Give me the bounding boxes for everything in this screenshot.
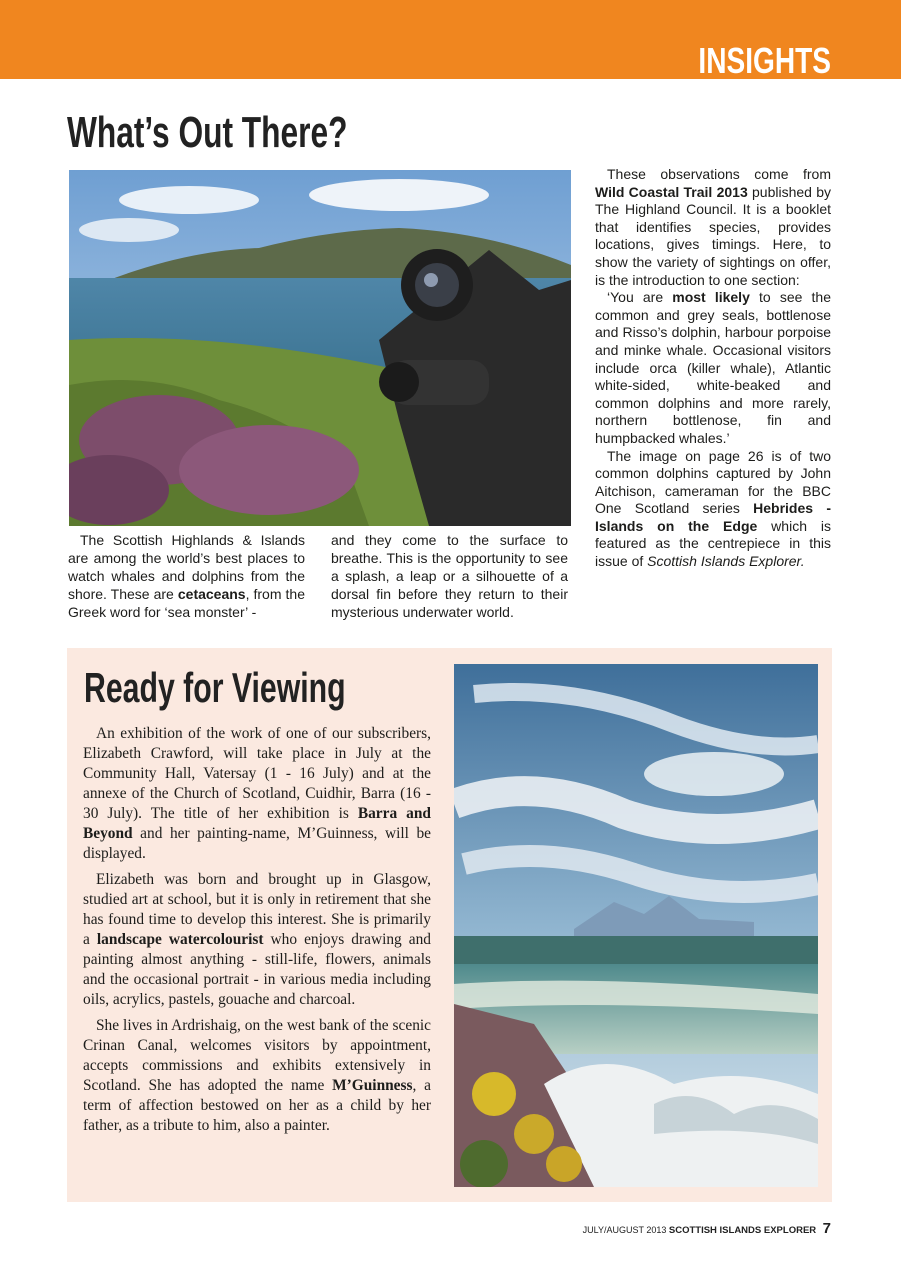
feature-paragraph: She lives in Ardrishaig, on the west bank of the scenic Crinan Canal, welcomes visitors by appointment, accepts commissions and exhibits extensively in Scotland. She has adopted the name M’Guinness, a term of affection bestowed on her as a child by her father, as a tribute to him, also a painter.: [83, 1017, 432, 1134]
sidebar-text: [595, 166, 831, 571]
magazine-name: SCOTTISH ISLANDS EXPLORER: [668, 1225, 817, 1236]
sidebar-paragraph: The image on page 26 is of two common dolphins captured by John Aitchison, cameraman for the BBC One Scotland series Hebrides - Islands on the Edge which is featured as the centrepiece in this issue of Scottish Islands Explorer.: [595, 447, 831, 570]
feature-body: [83, 724, 431, 1142]
caption-column-2: and they come to the surface to breathe. This is the opportunity to see a splash, a leap or a silhouette of a dorsal fin before they return to their mysterious underwater world.: [331, 532, 568, 620]
article-title: What’s Out There?: [67, 108, 348, 157]
feature-paragraph: An exhibition of the work of one of our subscribers, Elizabeth Crawford, will take place in July at the Community Hall, Vatersay (1 - 16 July) and at the annexe of the Church of Scotland, Cuidhir, Barra (16 - 30 July). The title of her exhibition is Barra and Beyond and her painting-name, M’Guinness, will be displayed.: [83, 725, 431, 862]
page-number: 7: [822, 1220, 831, 1237]
caption-column-1: The Scottish Highlands & Islands are among the world’s best places to watch whales and dolphins from the shore. These are cetaceans, from the Greek word for ‘sea monster’ -: [68, 532, 305, 620]
page-footer: [583, 1220, 831, 1237]
sidebar-paragraph: ‘You are most likely to see the common and grey seals, bottlenose and Risso’s dolphin, harbour porpoise and minke whale. Occasional visitors include orca (killer whale), Atlantic white-sided, white-beaked and common dolphins and more rarely, northern bottlenose, fin and humpbacked whales.’: [595, 289, 831, 446]
feature-paragraph: Elizabeth was born and brought up in Glasgow, studied art at school, but it is only in retirement that she has found time to develop this interest. She is primarily a landscape watercolourist who enjoys drawing and painting almost anything - still-life, flowers, animals and the occasional portrait - in various media including oils, acrylics, pastels, gouache and charcoal.: [83, 871, 431, 1008]
sidebar-paragraph: These observations come from Wild Coastal Trail 2013 published by The Highland Council. It is a booklet that identifies species, provides locations, gives timings. Here, to show the variety of sightings on offer, is the introduction to one section:: [595, 166, 831, 288]
section-label: INSIGHTS: [698, 40, 831, 81]
seascape-painting: [454, 664, 818, 1187]
issue-date: JULY/AUGUST 2013: [582, 1225, 667, 1235]
feature-title: Ready for Viewing: [84, 664, 346, 711]
camera-landscape-photo: [69, 170, 571, 526]
